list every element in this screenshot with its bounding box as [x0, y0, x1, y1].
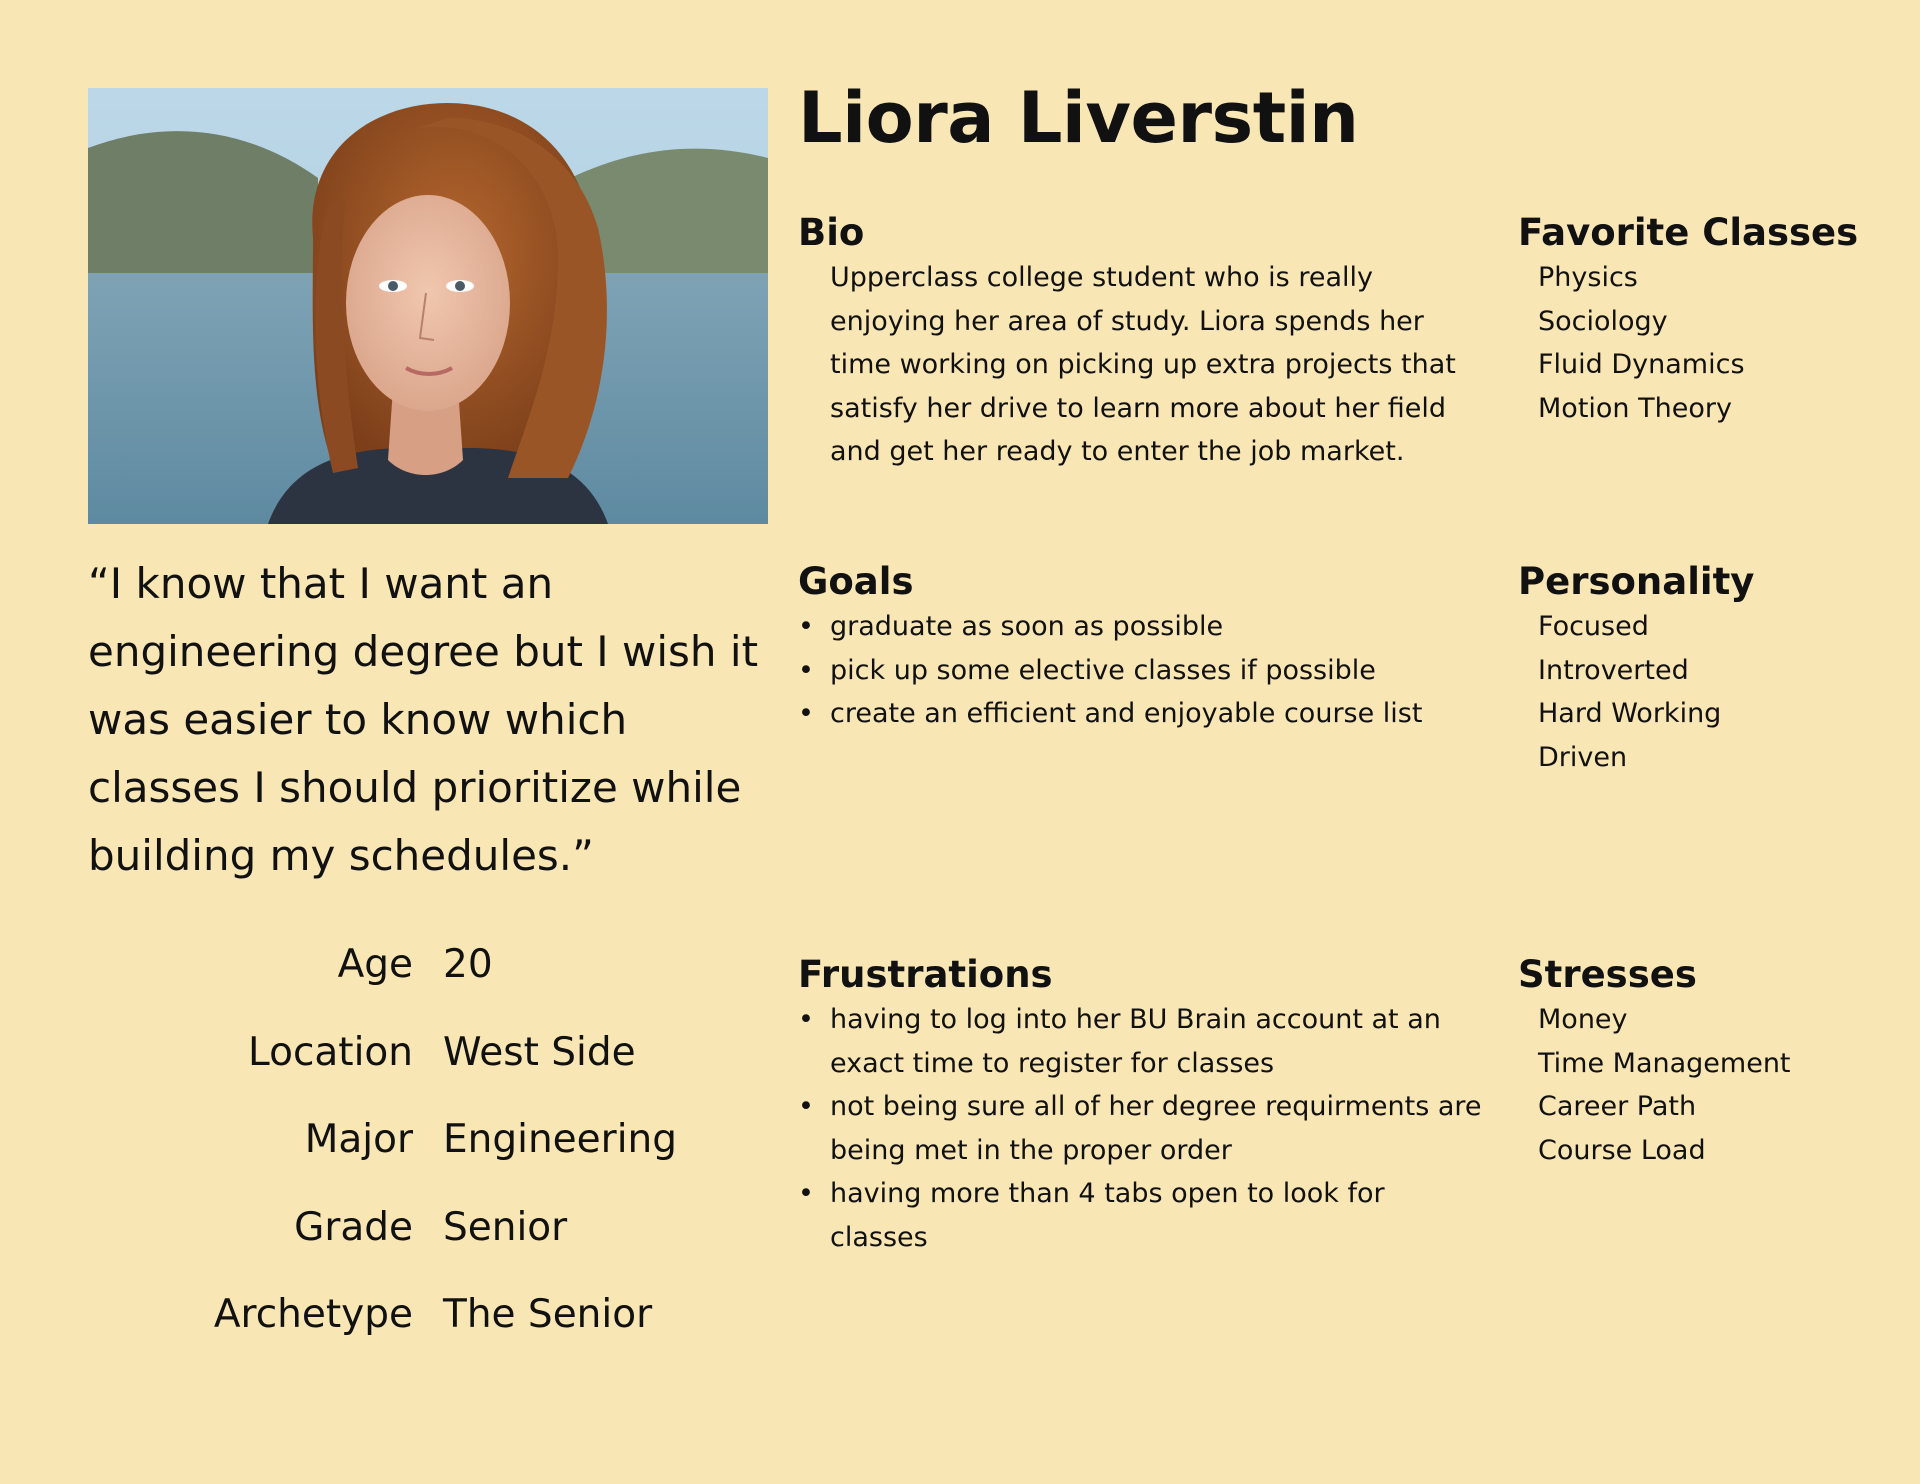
list-item: Introverted — [1538, 654, 1689, 686]
persona-quote: “I know that I want an engineering degree but I wish it was easier to know which classes I should prioritize while building my schedules.” — [88, 559, 759, 880]
fact-value: Senior — [443, 1204, 568, 1250]
persona-photo — [88, 88, 768, 524]
stresses-heading: Stresses — [1518, 953, 1697, 996]
personality-section — [1518, 559, 1908, 779]
goals-section — [798, 559, 1488, 736]
goals-heading: Goals — [798, 560, 914, 603]
fact-label: Grade — [294, 1204, 413, 1250]
list-item: • graduate as soon as possible — [798, 605, 1488, 649]
list-item: Fluid Dynamics — [1538, 349, 1745, 380]
stresses-list — [1518, 998, 1908, 1172]
list-item: Course Load — [1538, 1134, 1706, 1166]
fact-row-archetype — [88, 1290, 788, 1378]
stresses-section — [1518, 952, 1908, 1172]
list-item: Career Path — [1538, 1091, 1697, 1122]
fact-label: Archetype — [213, 1292, 413, 1337]
list-item: Money — [1538, 1004, 1628, 1035]
list-item: Motion Theory — [1538, 392, 1732, 424]
fact-row-age — [88, 940, 788, 1028]
persona-portrait-image — [88, 88, 768, 524]
fact-value: 20 — [443, 942, 493, 987]
persona-facts — [88, 940, 788, 1378]
list-item: Focused — [1538, 611, 1649, 642]
fact-value: Engineering — [443, 1117, 677, 1162]
frustrations-list — [798, 998, 1488, 1259]
fact-label: Major — [304, 1117, 413, 1162]
bio-heading: Bio — [798, 211, 865, 254]
favorite-classes-list — [1518, 256, 1908, 430]
list-item: • pick up some elective classes if possible — [798, 649, 1488, 693]
list-item: Sociology — [1538, 305, 1668, 337]
bio-text: Upperclass college student who is really enjoying her area of study. Liora spends her time working on picking up extra projects that satisfy her drive to learn more about her field and get her ready to enter the job market. — [830, 262, 1456, 467]
fact-label: Age — [337, 942, 413, 987]
bio-section — [798, 210, 1488, 474]
list-item: Hard Working — [1538, 698, 1722, 729]
list-item: • having to log into her BU Brain account at an exact time to register for classes — [798, 998, 1488, 1085]
list-item: • not being sure all of her degree requirments are being met in the proper order — [798, 1085, 1488, 1172]
list-item: • having more than 4 tabs open to look for classes — [798, 1172, 1488, 1259]
list-item: Physics — [1538, 262, 1638, 293]
favorite-classes-heading: Favorite Classes — [1518, 211, 1859, 254]
fact-value: West Side — [443, 1029, 636, 1075]
list-item: Driven — [1538, 741, 1628, 773]
fact-row-major — [88, 1115, 788, 1203]
goals-list — [798, 605, 1488, 736]
persona-name: Liora Liverstin — [798, 77, 1359, 159]
fact-value: The Senior — [443, 1292, 653, 1337]
personality-list — [1518, 605, 1908, 779]
fact-label: Location — [248, 1029, 413, 1075]
fact-row-grade — [88, 1203, 788, 1291]
frustrations-section — [798, 952, 1488, 1259]
list-item: Time Management — [1538, 1047, 1791, 1079]
fact-row-location — [88, 1028, 788, 1116]
personality-heading: Personality — [1518, 560, 1755, 603]
frustrations-heading: Frustrations — [798, 953, 1053, 996]
list-item: • create an efficient and enjoyable course list — [798, 692, 1488, 736]
favorite-classes-section — [1518, 210, 1908, 430]
